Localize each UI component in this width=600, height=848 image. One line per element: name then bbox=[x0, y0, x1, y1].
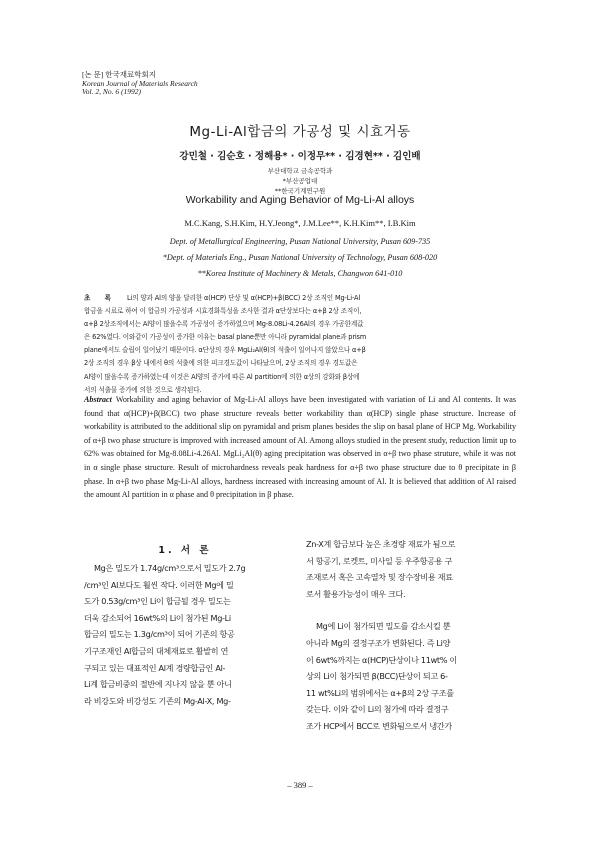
body-line: 조재로서 혹은 고속열차 및 장수장비용 재료 bbox=[306, 572, 453, 583]
affiliation-ko-3: **한국기계연구원 bbox=[274, 187, 326, 195]
body-line: 갖는다. 이와 같이 Li의 첨가에 따라 결정구 bbox=[306, 704, 449, 715]
affiliation-ko-2: *부산공업대 bbox=[282, 177, 318, 185]
abstract-ko-line-7: Al양이 많을수록 증가하였는데 이것은 Al양의 증가에 따른 Al partition에 의한 α상의 강화와 β상에 bbox=[84, 372, 360, 381]
body-line: 더욱 감소되어 16wt%의 Li이 첨가된 Mg-Li bbox=[84, 612, 231, 623]
body-line: 구되고 있는 대표적인 Al계 경량합금인 Al- bbox=[84, 662, 226, 673]
body-line: 도가 0.53g/cm³인 Li이 합금될 경우 밀도는 bbox=[84, 596, 231, 607]
abstract-ko-label: 초 록 bbox=[84, 294, 118, 302]
body-line: 로서 활용가능성이 매우 크다. bbox=[306, 588, 406, 599]
abstract-ko-line-3: α+β 2상조직에서는 Al양이 많을수록 가공성이 증가하였으며 Mg-8.08Li-4.26Al의 경우 가공한계값 bbox=[84, 320, 364, 329]
journal-volume: Vol. 2, No. 6 (1992) bbox=[82, 87, 141, 96]
body-line: Mg에 Li이 첨가되면 밀도를 감소시킬 뿐 bbox=[316, 621, 451, 632]
body-line: Zn-X계 합금보다 높은 초경량 재료가 됨으로 bbox=[306, 539, 456, 549]
journal-category: [논 문] 한국재료학회지 bbox=[82, 70, 156, 79]
affiliation-ko-1: 부산대학교 금속공학과 bbox=[267, 167, 333, 175]
journal-name: Korean Journal of Materials Research bbox=[82, 78, 198, 88]
title-korean: Mg-Li-Al합금의 가공성 및 시효거동 bbox=[189, 124, 411, 140]
abstract-ko-line-1: 초 록 Li의 양과 Al의 양을 달리한 α(HCP) 단상 및 α(HCP)+β(BCC) 2상 조직인 Mg-Li-Al bbox=[84, 294, 361, 302]
column-left bbox=[84, 560, 294, 709]
affiliation-en-2: *Dept. of Materials Eng., Pusan National University of Technology, Pusan 608-020 bbox=[162, 253, 438, 262]
body-line: Mg은 밀도가 1.74g/cm³으로서 밀도가 2.7g bbox=[94, 563, 246, 573]
body-line: 조가 HCP에서 BCC로 변화됨으로서 냉간가 bbox=[306, 720, 452, 731]
abstract-en-text: Workability and aging behavior of Mg-Li-Al alloys have been investigated with variation of Li and Al contents. It was found that α(HCP)+β(BCC) two phase structure reveals better workability than α(HCP) single phase structure. Increase of workability is attributed to the additional slip on pyramidal and prism planes besides the slip on basal plane of HCP Mg. Workability of α+β two phase structure is improved with increased amount of Al. Among alloys studied in the present study, reduction limit up to 62% was obtained for Mg-8.08Li-4.26Al. MgLi₂Al(θ) aging precipitation was observed in α+β two phase struture, while it was not in α single phase structure. Result of microhardness reveals peak hardness for α+β two phase structure due to θ precipitate in β phase. In α+β two phase Mg-Li-Al alloys, hardness increased with increasing amount of Al. It is believed that addition of Al raised the amount Al partition in α phase and θ precipitation in β phase. bbox=[84, 395, 516, 500]
abstract-ko-line-8: 서의 석출물 증가에 의한 것으로 생각된다. bbox=[84, 385, 202, 394]
body-line: 서 항공기, 로켓트, 미사일 등 우주항공용 구 bbox=[306, 555, 452, 566]
body-line: 기구조재인 Al합금의 대체재료로 활발히 연 bbox=[84, 645, 229, 656]
authors-english: M.C.Kang, S.H.Kim, H.Y.Jeong*, J.M.Lee**, K.H.Kim**, I.B.Kim bbox=[184, 218, 416, 228]
affiliation-en-3: **Korea Institute of Machinery & Metals, Changwon 641-010 bbox=[197, 269, 403, 278]
abstract-ko-line-4: 은 62%였다. 이와같이 가공성이 증가한 이유는 basal plane뿐만 아니라 pyramidal plane과 prism bbox=[84, 333, 367, 342]
affiliations-english bbox=[0, 234, 600, 282]
body-line: 이 6wt%까지는 α(HCP)단상이나 11wt% 이 bbox=[306, 654, 457, 665]
abstract-ko-line-5: plane에서도 슬립이 일어났기 때문이다. α단상의 경우 MgLi₂Al(θ)의 석출이 일어나지 않았으나 α+β bbox=[84, 346, 366, 355]
authors-korean: 강민철 · 김순호 · 정해용* · 이정무** · 김경현** · 김인배 bbox=[179, 151, 421, 162]
abstract-ko-line-2: 합금을 시료로 하여 이 합금의 가공성과 시효경화특성을 조사한 결과 α단상보다는 α+β 2상 조직이, bbox=[84, 307, 362, 316]
abstract-korean bbox=[84, 292, 516, 397]
abstract-ko-line-6: 2상 조직의 경우 β상 내에서 θ의 석출에 의한 피크경도값이 나타났으며, 2상 조직의 경우 경도값은 bbox=[84, 359, 358, 368]
journal-header bbox=[82, 71, 198, 97]
abstract-en-label: Abstract bbox=[84, 395, 112, 404]
body-line: 합금의 밀도는 1.3g/cm³이 되어 기존의 항공 bbox=[84, 629, 235, 640]
abstract-english bbox=[84, 393, 516, 502]
column-right bbox=[306, 536, 516, 735]
page-number: – 389 – bbox=[287, 780, 313, 790]
body-line: 라 비강도와 비강성도 기존의 Mg-Al-X, Mg- bbox=[84, 695, 231, 706]
body-line: Li계 합금비중의 절반에 지나지 않을 뿐 아니 bbox=[84, 679, 232, 690]
affiliation-en-1: Dept. of Metallurgical Engineering, Pusan National University, Pusan 609-735 bbox=[169, 237, 431, 246]
affiliations-korean bbox=[0, 166, 600, 196]
section-heading-introduction: 1. 서 론 bbox=[158, 545, 212, 556]
title-english: Workability and Aging Behavior of Mg-Li-Al alloys bbox=[185, 194, 415, 206]
body-line: 상의 Li이 첨가되면 β(BCC)단상이 되고 6- bbox=[306, 671, 448, 682]
body-line: /cm³인 Al보다도 훨씬 작다. 이러한 Mg에 밀 bbox=[84, 579, 234, 590]
body-line: 아니라 Mg의 결정구조가 변화된다. 즉 Li양 bbox=[306, 637, 451, 648]
body-line: 11 wt%Li의 범위에서는 α+β의 2상 구조를 bbox=[306, 687, 454, 698]
